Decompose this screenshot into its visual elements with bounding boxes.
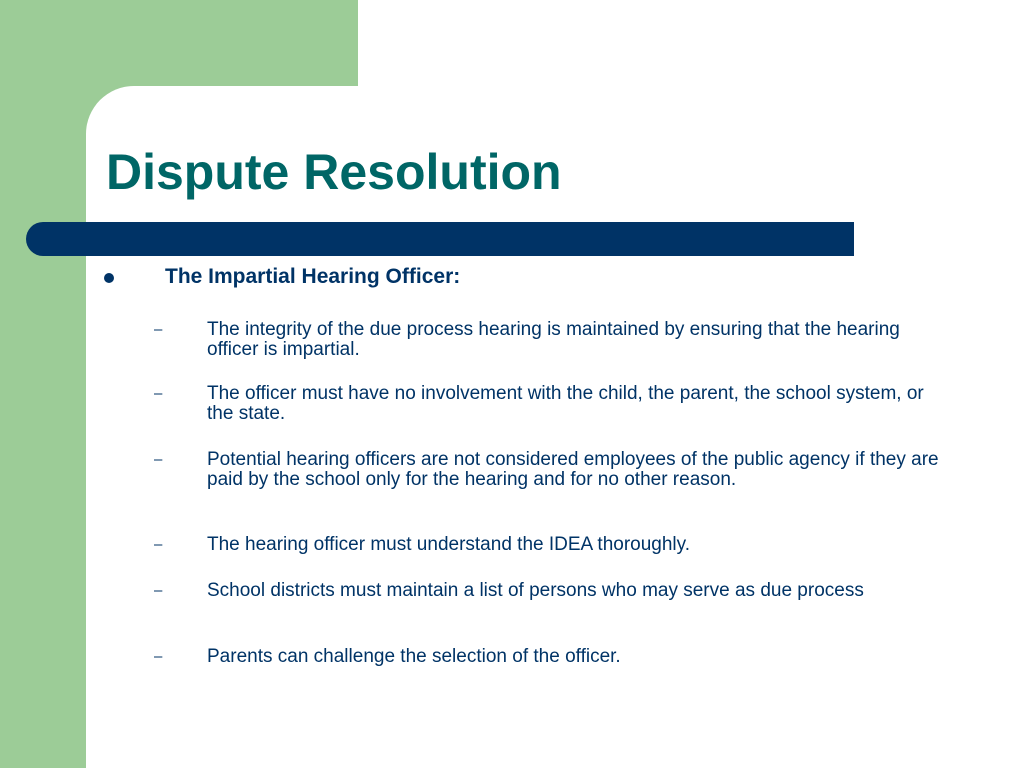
dash-marker: – bbox=[154, 582, 163, 599]
dash-marker: – bbox=[154, 451, 163, 468]
sub-bullet-text: The hearing officer must understand the IDEA thoroughly. bbox=[207, 534, 691, 555]
sub-bullet-text: Potential hearing officers are not considered employees of the public agency if they are paid by the school only for the hearing and for no other reason. bbox=[207, 449, 939, 490]
dash-marker: – bbox=[154, 385, 163, 402]
bullet-dot-icon bbox=[104, 273, 114, 283]
title-accent-bar bbox=[26, 222, 854, 256]
dash-marker: – bbox=[154, 648, 163, 665]
sub-bullet-text: The officer must have no involvement with the child, the parent, the school system, or the state. bbox=[207, 383, 924, 424]
slide-title: Dispute Resolution bbox=[106, 144, 562, 200]
sub-bullet-text: Parents can challenge the selection of the officer. bbox=[207, 646, 621, 667]
dash-marker: – bbox=[154, 321, 163, 338]
dash-marker: – bbox=[154, 536, 163, 553]
bullet-heading: The Impartial Hearing Officer: bbox=[165, 265, 461, 288]
sub-bullet-text: The integrity of the due process hearing is maintained by ensuring that the hearing officer is impartial. bbox=[207, 319, 900, 360]
sub-bullet-text: School districts must maintain a list of persons who may serve as due process bbox=[207, 580, 864, 601]
